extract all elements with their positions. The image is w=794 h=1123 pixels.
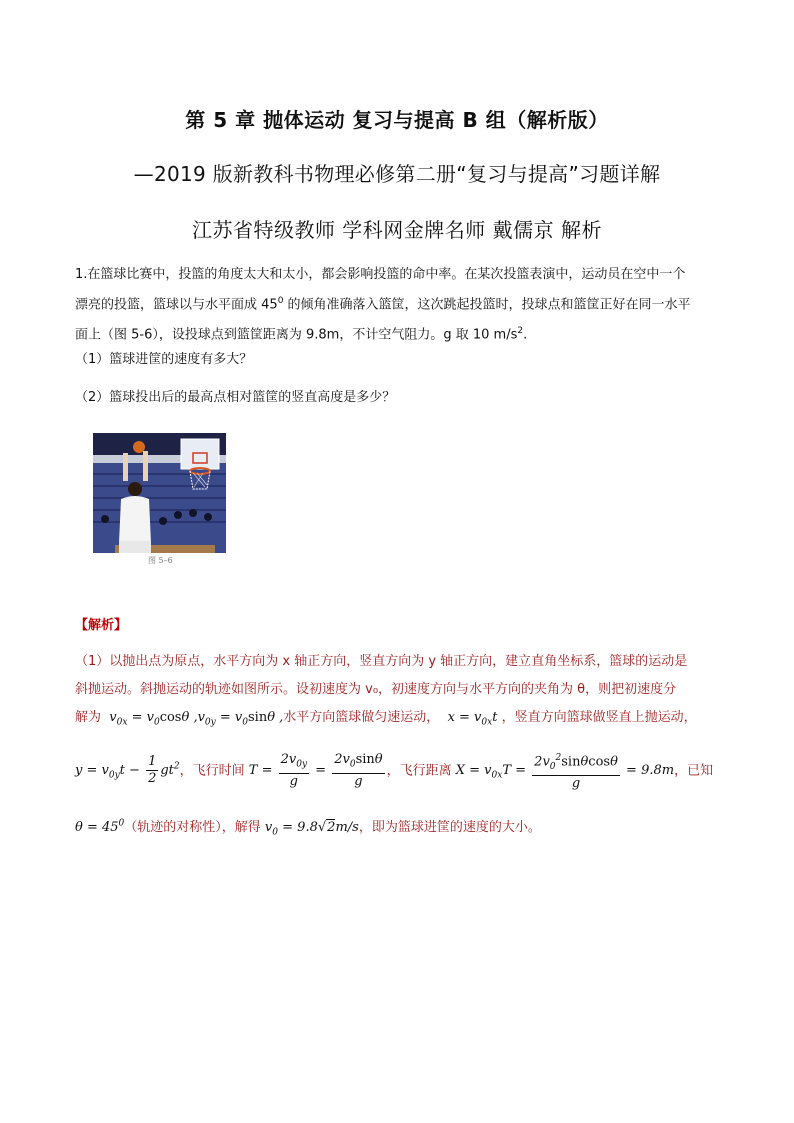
sub-question-1: （1）篮球进筐的速度有多大？: [75, 352, 253, 367]
analysis-line-1: （1）以抛出点为原点，水平方向为 x 轴正方向，竖直方向为 y 轴正方向，建立直角坐标系，篮球的运动是: [75, 654, 688, 669]
sub-question-2: （2）篮球投出后的最高点相对篮筐的竖直高度是多少？: [75, 390, 396, 405]
velocity-decomposition-formula: $v_{0x} = v_0\cos\theta$ $,v_{0y} = v_0\sin\theta$ ,: [105, 710, 284, 728]
page-subtitle: —2019 版新教科书物理必修第二册“复习与提高”习题详解: [133, 162, 661, 186]
flight-time-formula: T = $\frac{2v_{0y}}{g}$ = $\frac{2v_0\sin\theta}{g}$: [248, 752, 383, 789]
figure-caption: 图 5–6: [148, 556, 173, 565]
page-title: 第 5 章 抛体运动 复习与提高 B 组（解析版）: [185, 108, 609, 132]
horizontal-motion-formula: $x = v_{0x}t$: [443, 710, 502, 728]
analysis-line-4: $y = v_{0y}t$ − $\frac{1}{2}$ $gt^2$，飞行时间 T = $\frac{2v_{0y}}{g}$ = $\frac{2v_0\sin\theta}{g}$ ，飞行距离 $X = v_{0x}T$ = $\frac{2v_0^2\sin\theta\cos\theta}{g}$ = 9.8m，已知: [75, 750, 725, 792]
result-formula: $v_0 = 9.8√2m/s$: [264, 820, 359, 838]
analysis-line-5: $\theta = 45^0$（轨迹的对称性），解得 $v_0 = 9.8√2m/s$，即为篮球进筐的速度的大小。: [75, 818, 541, 838]
basketball-photo: [93, 433, 226, 553]
analysis-line-2: 斜抛运动。斜抛运动的轨迹如图所示。设初速度为 v₀，初速度方向与水平方向的夹角为 θ，则把初速度分: [75, 682, 677, 697]
basketball-photo-image: [93, 433, 226, 553]
analysis-line-3: 解为 $v_{0x} = v_0\cos\theta$ $,v_{0y} = v_0\sin\theta$ ,水平方向篮球做匀速运动， $x = v_{0x}t$ ，竖直方向篮球做竖直上抛运动，: [75, 710, 697, 728]
angle-formula: $\theta = 45^0$: [75, 818, 125, 835]
question-line-3: 面上（图 5-6），设投球点到篮筐距离为 9.8m，不计空气阻力。g 取 10 $m/s^2$.: [75, 326, 528, 343]
flight-distance-formula: $X = v_{0x}T$ = $\frac{2v_0^2\sin\theta\cos\theta}{g}$ = 9.8m: [456, 763, 674, 778]
question-line-2: 漂亮的投篮，篮球以与水平面成 $45^0$ 的倾角准确落入篮筐，这次跳起投篮时，投球点和篮筐正好在同一水平: [75, 296, 691, 313]
question-1: [75, 262, 725, 349]
question-line-1: 1.在篮球比赛中，投篮的角度太大和太小，都会影响投篮的命中率。在某次投篮表演中，运动员在空中一个: [75, 267, 686, 282]
author-line: 江苏省特级教师 学科网金牌名师 戴儒京 解析: [191, 218, 603, 242]
vertical-motion-formula: $y = v_{0y}t$ − $\frac{1}{2}$ $gt^2$: [75, 754, 180, 787]
analysis-label: 【解析】: [75, 618, 128, 633]
